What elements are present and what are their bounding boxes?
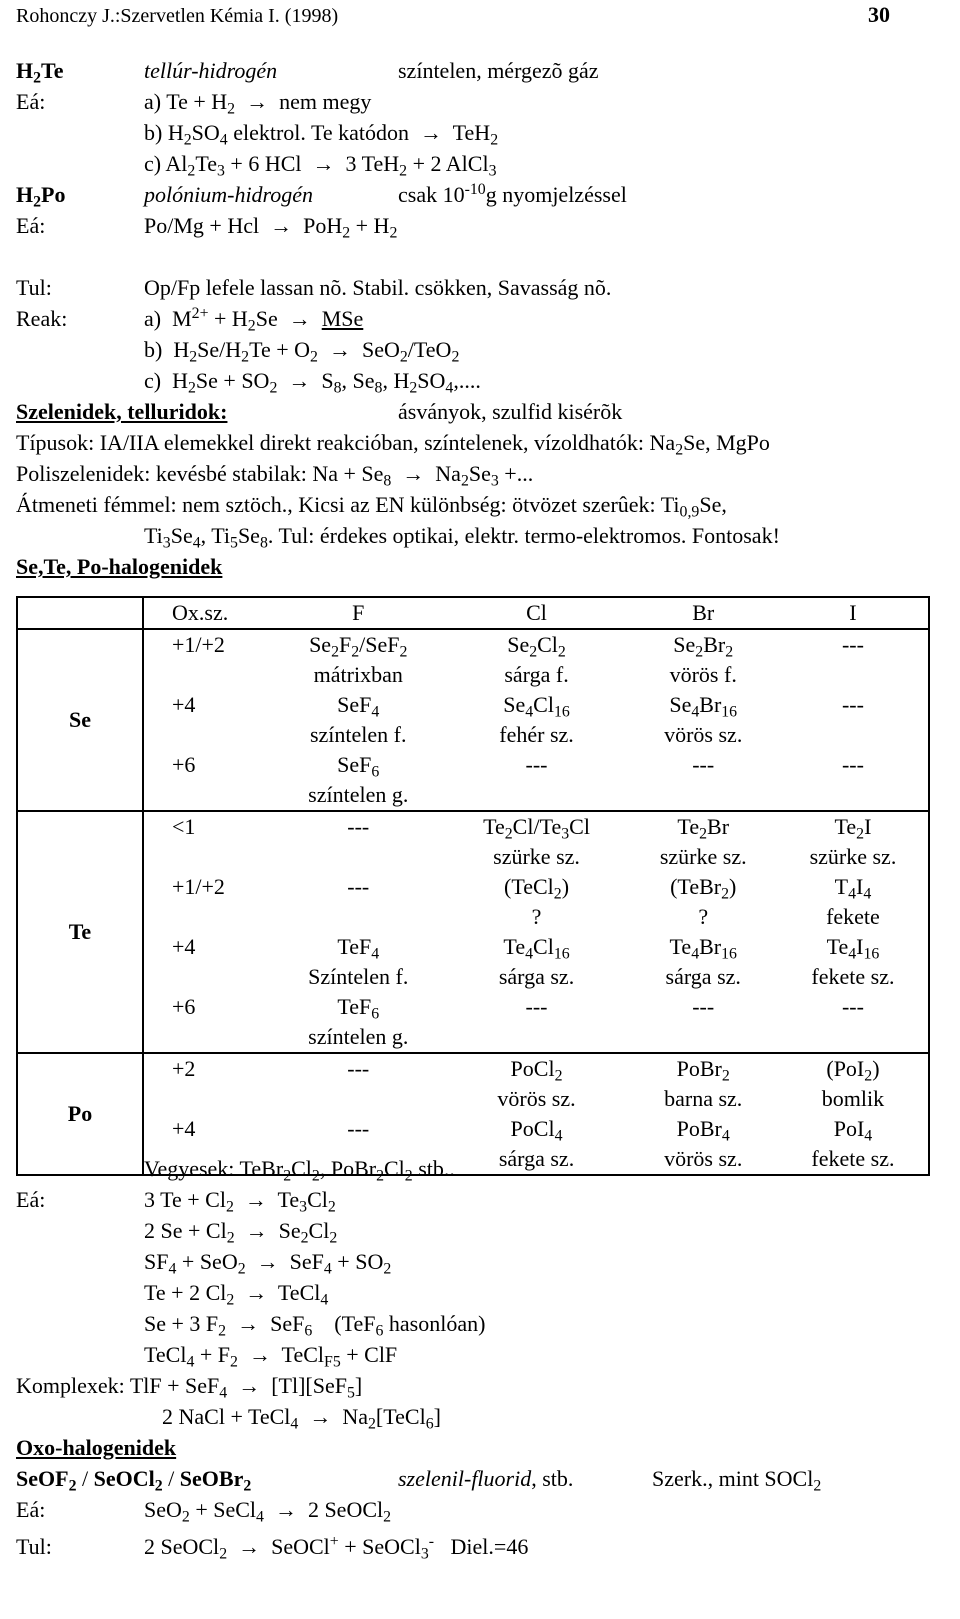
header-f: F <box>352 600 365 625</box>
cell-i: PoI$_4$ <box>833 1116 873 1145</box>
cell-cl: PoCl$_4$ <box>510 1116 563 1145</box>
cell-cl-note: fehér sz. <box>499 722 574 747</box>
h2po-formula: $H_2Po$ <box>16 182 66 211</box>
cell-br-note: vörös sz. <box>664 1146 743 1171</box>
cell-f: TeF$_6$ <box>337 994 380 1023</box>
h2te-props: színtelen, mérgezõ gáz <box>398 58 599 83</box>
cell-ox <box>143 720 272 750</box>
oxo-formulas: SeOF$_2$ / SeOCl$_2$ / SeOBr$_2$ <box>16 1466 252 1495</box>
cell-i-note: fekete sz. <box>811 964 895 989</box>
header-br: Br <box>692 600 715 625</box>
komplexek-line: Komplexek: TlF + SeF$_4$ → [Tl][SeF$_5$] <box>16 1373 363 1402</box>
table-row <box>17 962 929 992</box>
cell-cl: PoCl$_2$ <box>445 1053 629 1084</box>
table-row <box>17 842 929 872</box>
cell-br: $Te_4Br_{16}$ <box>669 934 737 963</box>
cell-cl-note: sárga sz. <box>498 964 575 989</box>
cell-f-note: Színtelen f. <box>308 964 409 989</box>
cell-i-note: szürke sz. <box>809 844 897 869</box>
table-row <box>17 780 929 811</box>
h2te-a2-text: nem megy <box>279 89 372 114</box>
cell-cl: $Se_4Cl_{16}$ <box>503 692 570 721</box>
h2te-reaction-c: c) $Al_2Te_3 + 6$ HCl → 3 TeH$_2$ + 2 AlCl$_3$ <box>144 151 497 180</box>
h2te-reaction-b: b) $H_2SO_4$ elektrol. Te katódon → TeH$_2$ <box>144 120 499 149</box>
cell-ox <box>143 660 272 690</box>
table-row <box>17 811 929 842</box>
cell-i: --- <box>778 629 929 660</box>
h2te-ea-label: Eá: <box>16 89 46 114</box>
cell-cl: (TeCl$_2$) <box>504 874 570 903</box>
cell-f: --- <box>347 874 370 899</box>
reak-label: Reak: <box>16 306 68 331</box>
h2te-formula: $H_2Te$ <box>16 58 64 87</box>
cell-f: --- <box>272 811 445 842</box>
cell-i: $Te_4I_{16}$ <box>826 934 880 963</box>
reak-b: b) $H_2Se/H_2Te + O_2 \to SeO_2/TeO_2$ <box>144 337 460 366</box>
cell-f-note: mátrixban <box>313 662 403 687</box>
cell-cl-note: ? <box>531 904 542 929</box>
cell-cl: --- <box>525 994 548 1019</box>
ea-label: Eá: <box>16 1187 46 1212</box>
tipusok-line: Típusok: IA/IIA elemekkel direkt reakcióban, színtelenek, vízoldhatók: $Na_2Se$, MgPo <box>16 430 770 459</box>
element-se: Se <box>17 629 143 811</box>
szelenidek-desc: ásványok, szulfid kisérõk <box>398 399 623 424</box>
komplexek-line2: 2 NaCl + TeCl$_4$ → $Na_2[TeCl_6]$ <box>162 1404 441 1433</box>
cell-ox: +4 <box>172 934 196 959</box>
cell-f-note: színtelen g. <box>308 1024 409 1049</box>
table-row <box>17 932 929 962</box>
cell-f-note: színtelen g. <box>308 782 409 807</box>
h2te-b-mid: SO <box>191 120 220 145</box>
oxo-desc-tail: , stb. <box>531 1466 574 1491</box>
ea-reaction-4: Te + 2 $Cl_2$ → TeCl$_4$ <box>144 1280 329 1309</box>
cell-cl: --- <box>525 752 548 777</box>
table-row <box>17 1114 929 1144</box>
table-row <box>17 629 929 660</box>
cell-br: $Se_2Br_2$ <box>629 629 778 660</box>
h2te-a-text: a) Te + H <box>144 89 228 114</box>
cell-cl: $Te_4Cl_{16}$ <box>503 934 570 963</box>
halogenidek-heading: Se,Te, Po-halogenidek <box>16 554 223 579</box>
cell-f: --- <box>347 1116 370 1141</box>
vegyesek-label: Vegyesek: TeBr <box>144 1156 284 1181</box>
cell-f: --- <box>272 1053 445 1084</box>
oxo-ea-label: Eá: <box>16 1497 46 1522</box>
h2po-reaction: Po/Mg + Hcl → $PoH_2 + H_2$ <box>144 213 398 242</box>
table-row <box>17 872 929 902</box>
oxo-tul-reaction: 2 SeOCl$_2$ → SeOCl+ + SeOCl$_3$- Diel.=46 <box>144 1533 529 1563</box>
cell-br-note: barna sz. <box>664 1086 743 1111</box>
oxo-szerk-text: Szerk., mint SOCl <box>652 1466 814 1491</box>
ea-reaction-2: 2 $Se + Cl_2 \to Se_2Cl_2$ <box>144 1218 338 1247</box>
cell-f: $Se_2F_2/SeF_2$ <box>272 629 445 660</box>
vegyesek-line: Vegyesek: $TeBr_2Cl_2$, $PoBr_2Cl_2$ stb.. <box>144 1156 455 1185</box>
cell-ox: +1/+2 <box>143 629 272 660</box>
page-header-source: Rohonczy J.:Szervetlen Kémia I. (1998) <box>16 5 339 27</box>
table-row <box>17 992 929 1022</box>
cell-i-note <box>778 720 929 750</box>
cell-br: $Te_2Br$ <box>629 811 778 842</box>
cell-cl-note: sárga sz. <box>498 1146 575 1171</box>
oxo-desc <box>398 1468 573 1490</box>
reak-a: a) $M^{2+} + H_2Se$ → MSe <box>144 305 364 335</box>
ea-reaction-5: Se + 3 $F_2 \to SeF_6$ (TeF$_6$ hasonlóan) <box>144 1311 486 1340</box>
oxo-diel: Diel.=46 <box>450 1534 529 1559</box>
table-row <box>17 660 929 690</box>
ea-reaction-3: $SF_4 + SeO_2 \to SeF_4 + SO_2$ <box>144 1249 392 1278</box>
table-corner <box>17 597 143 629</box>
element-te: Te <box>17 811 143 1053</box>
cell-cl-note: vörös sz. <box>497 1086 576 1111</box>
cell-f: SeF$_4$ <box>337 692 380 721</box>
header-i: I <box>849 600 857 625</box>
cell-br: PoBr$_4$ <box>676 1116 730 1145</box>
h2te-c-text: c) Al <box>144 151 188 176</box>
cell-i: --- <box>841 692 864 717</box>
oxo-desc-italic: szelenil-fluorid <box>398 1466 532 1491</box>
cell-cl: $Se_2Cl_2$ <box>445 629 629 660</box>
h2te-reaction-a: a) $Te + H_2$ → nem megy <box>144 89 372 118</box>
table-row <box>17 1053 929 1084</box>
header-ox: Ox.sz. <box>172 600 229 625</box>
cell-br-note: sárga sz. <box>665 964 741 989</box>
atmeneti-line: Átmeneti fémmel: nem sztöch., Kicsi az EN különbség: ötvözet szerûek: $Ti_{0,9}Se$, <box>16 492 727 521</box>
oxo-heading: Oxo-halogenidek <box>16 1435 177 1460</box>
h2po-props <box>398 181 627 207</box>
cell-cl-note: sárga f. <box>504 662 569 687</box>
header-cl: Cl <box>526 600 547 625</box>
poli-text: Poliszelenidek: kevésbé stabilak: Na + Se <box>16 461 384 486</box>
atmeneti2-tail: . Tul: érdekes optikai, elektr. termo-elektromos. Fontosak! <box>267 523 780 548</box>
ea-reaction-6: TeCl$_4$ + $F_2$ → TeCl$_{F5}$ + ClF <box>144 1342 398 1371</box>
ea-reaction-1: 3 $Te + Cl_2 \to Te_3Cl_2$ <box>144 1187 336 1216</box>
cell-ox: +1/+2 <box>172 874 225 899</box>
cell-ox: +6 <box>172 994 196 1019</box>
cell-cl-note: szürke sz. <box>493 844 580 869</box>
cell-br: $Se_4Br_{16}$ <box>669 692 738 721</box>
cell-i: (PoI$_2$) <box>778 1053 929 1084</box>
tul-text: Op/Fp lefele lassan nõ. Stabil. csökken, Savasság nõ. <box>144 275 612 300</box>
h2po-name: polónium-hidrogén <box>144 182 314 207</box>
cell-br: (TeBr$_2$) <box>670 874 737 903</box>
cell-i: --- <box>841 752 864 777</box>
h2po-ea-label: Eá: <box>16 213 46 238</box>
table-row <box>17 1084 929 1114</box>
atmeneti-line2: $Ti_3Se_4$, $Ti_5Se_8$. Tul: érdekes optikai, elektr. termo-elektromos. Fontosak! <box>144 523 780 552</box>
tipusok-text: Típusok: IA/IIA elemekkel direkt reakcióban, színtelenek, vízoldhatók: Na <box>16 430 676 455</box>
vegyesek-tail: stb.. <box>412 1156 455 1181</box>
atmeneti-text: Átmeneti fémmel: nem sztöch., Kicsi az EN különbség: ötvözet szerûek: Ti <box>16 492 680 517</box>
cell-i-note: fekete <box>826 904 880 929</box>
poli-line: Poliszelenidek: kevésbé stabilak: $Na + Se_8 \to Na_2Se_3$ +... <box>16 461 534 490</box>
cell-i-note: fekete sz. <box>811 1146 895 1171</box>
cell-ox: +4 <box>172 1116 196 1141</box>
cell-br: --- <box>692 752 715 777</box>
tul-label: Tul: <box>16 275 52 300</box>
table-row <box>17 750 929 780</box>
cell-i: --- <box>841 994 864 1019</box>
oxo-szerk: Szerk., mint SOCl$_2$ <box>652 1466 822 1495</box>
cell-f-note: színtelen f. <box>309 722 407 747</box>
table-header-row <box>17 597 929 629</box>
table-row <box>17 902 929 932</box>
cell-i-note <box>778 660 929 690</box>
h2po-reaction-text: Po/Mg + Hcl <box>144 213 260 238</box>
komplexek-label: Komplexek: <box>16 1373 125 1398</box>
reak-c: c) $H_2Se + SO_2 \to S_8$, $Se_8$, $H_2SO_4$,.... <box>144 368 481 397</box>
oxo-tul-label: Tul: <box>16 1534 52 1559</box>
cell-f: SeF$_6$ <box>337 752 380 781</box>
table-row <box>17 720 929 750</box>
table-row <box>17 690 929 720</box>
h2po-props-exp: -10 <box>464 181 486 199</box>
cell-ox: +2 <box>143 1053 272 1084</box>
h2te-name: tellúr-hidrogén <box>144 58 278 83</box>
oxo-ea-reaction: SeO$_2$ + SeCl$_4$ → 2 SeOCl$_2$ <box>144 1497 392 1526</box>
cell-br-note: szürke sz. <box>659 844 747 869</box>
cell-i: $Te_2I$ <box>778 811 929 842</box>
cell-ox: +6 <box>172 752 196 777</box>
cell-ox: +4 <box>172 692 196 717</box>
h2te-b-rest: elektrol. Te katódon <box>227 120 410 145</box>
h2po-props-post: g nyomjelzéssel <box>485 182 627 207</box>
cell-ox <box>143 780 272 811</box>
table-row <box>17 1022 929 1053</box>
cell-br: PoBr$_2$ <box>629 1053 778 1084</box>
cell-i-note: bomlik <box>821 1086 885 1111</box>
cell-br-note: ? <box>698 904 709 929</box>
halogenide-table <box>16 596 930 1176</box>
cell-i: $T_4I_4$ <box>834 874 872 903</box>
cell-f: TeF$_4$ <box>337 934 380 963</box>
cell-cl: $Te_2Cl/Te_3Cl$ <box>445 811 629 842</box>
cell-br-note: vörös sz. <box>664 722 743 747</box>
page-number: 30 <box>868 2 890 27</box>
cell-ox: <1 <box>143 811 272 842</box>
h2te-b-text: b) H <box>144 120 184 145</box>
cell-br: --- <box>692 994 715 1019</box>
szelenidek-heading: Szelenidek, telluridok: <box>16 399 228 424</box>
element-po: Po <box>17 1053 143 1175</box>
cell-br-note: vörös f. <box>669 662 737 687</box>
h2po-props-pre: csak 10 <box>398 182 465 207</box>
